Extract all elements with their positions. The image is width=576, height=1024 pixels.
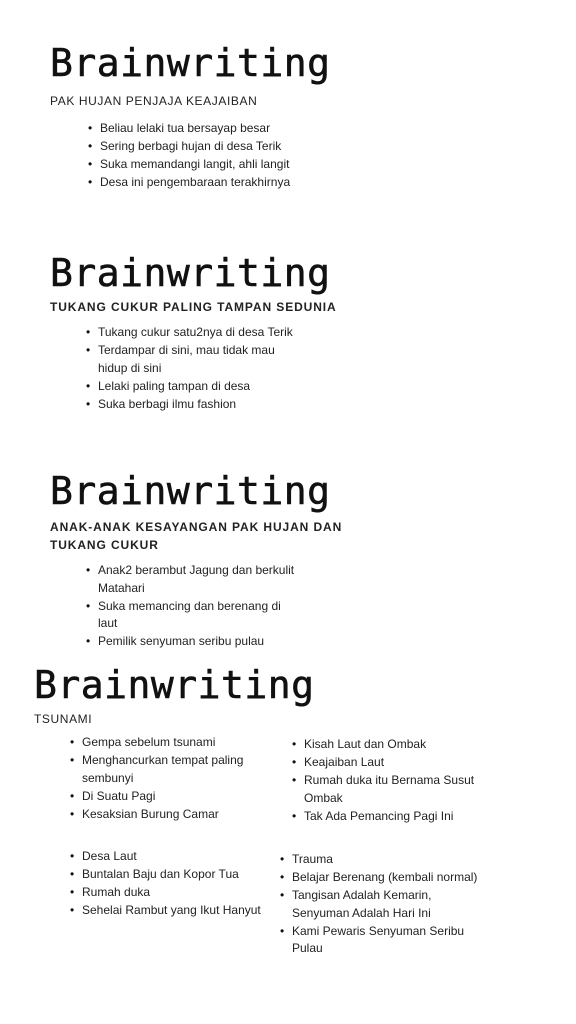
list-item: • Suka memandangi langit, ahli langit xyxy=(88,156,298,174)
list-item: • Gempa sebelum tsunami xyxy=(70,734,260,752)
bullet-list xyxy=(88,120,298,192)
list-item: • Suka berbagi ilmu fashion xyxy=(86,396,301,414)
section-title: Brainwriting xyxy=(50,41,331,85)
section-2 xyxy=(50,250,370,414)
section-4 xyxy=(34,662,544,992)
list-item: • Pemilik senyuman seribu pulau xyxy=(86,633,296,651)
list-item: • Desa Laut xyxy=(70,848,290,866)
list-item: • Kisah Laut dan Ombak xyxy=(292,736,492,754)
list-item: • Rumah duka itu Bernama Susut Ombak xyxy=(292,772,492,807)
section-3 xyxy=(50,468,360,651)
list-item: • Kami Pewaris Senyuman Seribu Pulau xyxy=(280,923,480,958)
list-item: • Menghancurkan tempat paling sembunyi xyxy=(70,752,260,787)
section-subtitle: TSUNAMI xyxy=(34,712,93,726)
list-item: • Rumah duka xyxy=(70,884,290,902)
list-item: • Di Suatu Pagi xyxy=(70,788,260,806)
bullet-list xyxy=(86,562,296,651)
bullet-list-right-top xyxy=(292,736,492,826)
list-item: • Trauma xyxy=(280,851,480,869)
list-item: • Desa ini pengembaraan terakhirnya xyxy=(88,174,298,192)
bullet-list-left-bottom xyxy=(70,848,290,920)
list-item: • Buntalan Baju dan Kopor Tua xyxy=(70,866,290,884)
list-item: • Tukang cukur satu2nya di desa Terik xyxy=(86,324,301,342)
list-item: • Sehelai Rambut yang Ikut Hanyut xyxy=(70,902,290,920)
section-title: Brainwriting xyxy=(34,663,315,707)
section-subtitle: ANAK-ANAK KESAYANGAN PAK HUJAN DAN TUKANG CUKUR xyxy=(50,520,343,552)
list-item: • Tangisan Adalah Kemarin, Senyuman Adalah Hari Ini xyxy=(280,887,480,922)
list-item: • Suka memancing dan berenang di laut xyxy=(86,598,296,633)
bullet-list-left-top xyxy=(70,734,260,824)
section-1 xyxy=(50,40,350,192)
section-subtitle: TUKANG CUKUR PALING TAMPAN SEDUNIA xyxy=(50,300,337,314)
list-item: • Terdampar di sini, mau tidak mau hidup di sini xyxy=(86,342,301,377)
bullet-list-right-bottom xyxy=(280,851,480,958)
section-subtitle: PAK HUJAN PENJAJA KEAJAIBAN xyxy=(50,94,258,108)
list-item: • Sering berbagi hujan di desa Terik xyxy=(88,138,298,156)
list-item: • Tak Ada Pemancing Pagi Ini xyxy=(292,808,492,826)
list-item: • Lelaki paling tampan di desa xyxy=(86,378,301,396)
list-item: • Beliau lelaki tua bersayap besar xyxy=(88,120,298,138)
list-item: • Anak2 berambut Jagung dan berkulit Matahari xyxy=(86,562,296,597)
list-item: • Belajar Berenang (kembali normal) xyxy=(280,869,480,887)
list-item: • Kesaksian Burung Camar xyxy=(70,806,260,824)
list-item: • Keajaiban Laut xyxy=(292,754,492,772)
section-title: Brainwriting xyxy=(50,251,331,295)
section-title: Brainwriting xyxy=(50,469,331,513)
bullet-list xyxy=(86,324,301,413)
